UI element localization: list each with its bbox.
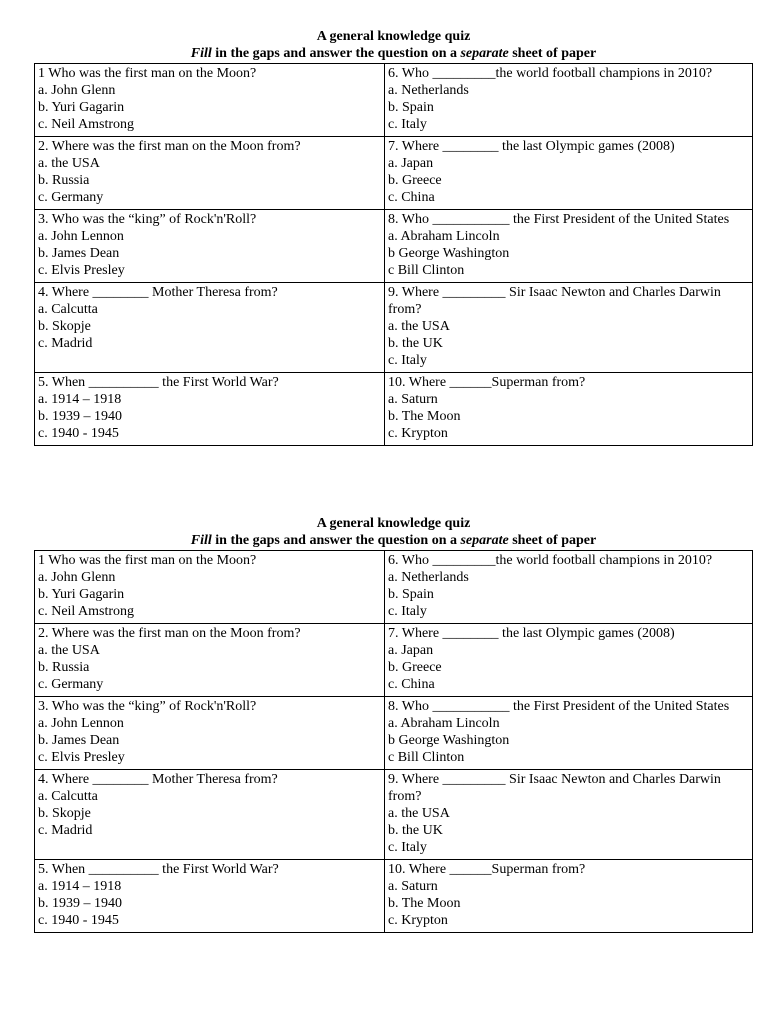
question-text: 10. Where ______Superman from?: [388, 375, 586, 390]
answer-option: b. the UK: [388, 336, 443, 351]
answer-option: a. Japan: [388, 643, 434, 658]
answer-option: c. Italy: [388, 604, 427, 619]
answer-option: c. Elvis Presley: [38, 750, 125, 765]
question-cell-6: [385, 64, 753, 137]
question-cell-6: [385, 551, 753, 624]
quiz-title: A general knowledge quiz: [316, 516, 471, 531]
answer-option: a. the USA: [38, 156, 100, 171]
question-text: 8. Who ___________ the First President of the United States: [388, 699, 730, 714]
answer-option: a. Netherlands: [388, 83, 469, 98]
question-cell-10: [385, 373, 753, 446]
answer-option: c. Italy: [388, 353, 427, 368]
answer-option: b. James Dean: [38, 733, 120, 748]
question-cell-8: [385, 210, 753, 283]
answer-option: b. Russia: [38, 660, 90, 675]
quiz-title: A general knowledge quiz: [316, 29, 471, 44]
question-cell-3: [35, 210, 385, 283]
answer-option: b George Washington: [388, 246, 510, 261]
question-row: [35, 64, 753, 137]
answer-option: b. 1939 – 1940: [38, 409, 122, 424]
answer-option: a. Calcutta: [38, 302, 98, 317]
answer-option: a. Saturn: [388, 392, 438, 407]
answer-option: c. Madrid: [38, 823, 93, 838]
answer-option: a. John Lennon: [38, 229, 124, 244]
question-cell-8: [385, 697, 753, 770]
answer-option: b. James Dean: [38, 246, 120, 261]
instruction-word-fill: Fill: [190, 46, 212, 61]
answer-option: c. Italy: [388, 117, 427, 132]
question-cell-2: [35, 624, 385, 697]
quiz-instructions: [34, 533, 753, 549]
question-text: 7. Where ________ the last Olympic games (2008): [388, 139, 675, 154]
answer-option: a. Netherlands: [388, 570, 469, 585]
answer-option: b. The Moon: [388, 896, 461, 911]
question-text: 2. Where was the first man on the Moon from?: [38, 626, 301, 641]
answer-option: c. Madrid: [38, 336, 93, 351]
question-cell-5: [35, 860, 385, 933]
question-cell-7: [385, 137, 753, 210]
quiz-instructions: [34, 46, 753, 62]
answer-option: c. Italy: [388, 840, 427, 855]
question-cell-2: [35, 137, 385, 210]
question-text: 1 Who was the first man on the Moon?: [38, 66, 257, 81]
question-row: [35, 770, 753, 860]
answer-option: b. Greece: [388, 173, 442, 188]
answer-option: b. Yuri Gagarin: [38, 587, 125, 602]
question-row: [35, 860, 753, 933]
question-text: 3. Who was the “king” of Rock'n'Roll?: [38, 699, 257, 714]
question-text: 4. Where ________ Mother Theresa from?: [38, 772, 278, 787]
question-text: 6. Who _________the world football champions in 2010?: [388, 553, 713, 568]
question-text: 7. Where ________ the last Olympic games (2008): [388, 626, 675, 641]
question-text: 1 Who was the first man on the Moon?: [38, 553, 257, 568]
question-cell-4: [35, 770, 385, 860]
question-text: 5. When __________ the First World War?: [38, 862, 279, 877]
instruction-text: in the gaps and answer the question on a: [211, 46, 461, 61]
answer-option: c. Germany: [38, 190, 104, 205]
instruction-text: in the gaps and answer the question on a: [211, 533, 461, 548]
question-cell-1: [35, 64, 385, 137]
question-text: 4. Where ________ Mother Theresa from?: [38, 285, 278, 300]
answer-option: c. Neil Amstrong: [38, 117, 135, 132]
answer-option: c. Krypton: [388, 426, 448, 441]
quiz-sheet-2: [34, 515, 753, 933]
question-text: 3. Who was the “king” of Rock'n'Roll?: [38, 212, 257, 227]
answer-option: b. The Moon: [388, 409, 461, 424]
answer-option: a. John Glenn: [38, 83, 116, 98]
question-cell-4: [35, 283, 385, 373]
answer-option: c. Krypton: [388, 913, 448, 928]
answer-option: a. the USA: [38, 643, 100, 658]
question-row: [35, 210, 753, 283]
instruction-word-separate: separate: [460, 46, 509, 61]
answer-option: b. Spain: [388, 100, 434, 115]
answer-option: b. Skopje: [38, 806, 91, 821]
instruction-word-separate: separate: [460, 533, 509, 548]
answer-option: a. 1914 – 1918: [38, 392, 122, 407]
question-row: [35, 624, 753, 697]
answer-option: c. 1940 - 1945: [38, 913, 119, 928]
answer-option: b. the UK: [388, 823, 443, 838]
question-cell-3: [35, 697, 385, 770]
answer-option: a. the USA: [388, 806, 450, 821]
question-text: 5. When __________ the First World War?: [38, 375, 279, 390]
answer-option: c. Elvis Presley: [38, 263, 125, 278]
instruction-text-end: sheet of paper: [508, 533, 597, 548]
question-cell-9: [385, 283, 753, 373]
answer-option: a. Saturn: [388, 879, 438, 894]
answer-option: a. the USA: [388, 319, 450, 334]
answer-option: c Bill Clinton: [388, 750, 465, 765]
answer-option: a. Calcutta: [38, 789, 98, 804]
question-table: [34, 63, 753, 446]
answer-option: a. 1914 – 1918: [38, 879, 122, 894]
question-row: [35, 137, 753, 210]
question-text: 9. Where _________ Sir Isaac Newton and Charles Darwin from?: [388, 772, 721, 804]
question-cell-10: [385, 860, 753, 933]
answer-option: c. Neil Amstrong: [38, 604, 135, 619]
question-text: 10. Where ______Superman from?: [388, 862, 586, 877]
question-text: 9. Where _________ Sir Isaac Newton and Charles Darwin from?: [388, 285, 721, 317]
answer-option: b. 1939 – 1940: [38, 896, 122, 911]
answer-option: a. John Lennon: [38, 716, 124, 731]
answer-option: b. Spain: [388, 587, 434, 602]
quiz-sheet-1: [34, 28, 753, 446]
question-cell-1: [35, 551, 385, 624]
instruction-word-fill: Fill: [190, 533, 212, 548]
answer-option: a. John Glenn: [38, 570, 116, 585]
answer-option: c Bill Clinton: [388, 263, 465, 278]
question-row: [35, 551, 753, 624]
question-cell-5: [35, 373, 385, 446]
answer-option: b. Russia: [38, 173, 90, 188]
answer-option: a. Abraham Lincoln: [388, 229, 500, 244]
answer-option: b. Greece: [388, 660, 442, 675]
question-cell-9: [385, 770, 753, 860]
question-text: 6. Who _________the world football champions in 2010?: [388, 66, 713, 81]
question-row: [35, 697, 753, 770]
answer-option: c. China: [388, 677, 435, 692]
question-row: [35, 283, 753, 373]
answer-option: b George Washington: [388, 733, 510, 748]
answer-option: c. Germany: [38, 677, 104, 692]
question-table: [34, 550, 753, 933]
answer-option: c. China: [388, 190, 435, 205]
answer-option: b. Skopje: [38, 319, 91, 334]
instruction-text-end: sheet of paper: [508, 46, 597, 61]
answer-option: a. Japan: [388, 156, 434, 171]
question-text: 2. Where was the first man on the Moon from?: [38, 139, 301, 154]
answer-option: a. Abraham Lincoln: [388, 716, 500, 731]
answer-option: b. Yuri Gagarin: [38, 100, 125, 115]
question-cell-7: [385, 624, 753, 697]
question-text: 8. Who ___________ the First President of the United States: [388, 212, 730, 227]
answer-option: c. 1940 - 1945: [38, 426, 119, 441]
question-row: [35, 373, 753, 446]
